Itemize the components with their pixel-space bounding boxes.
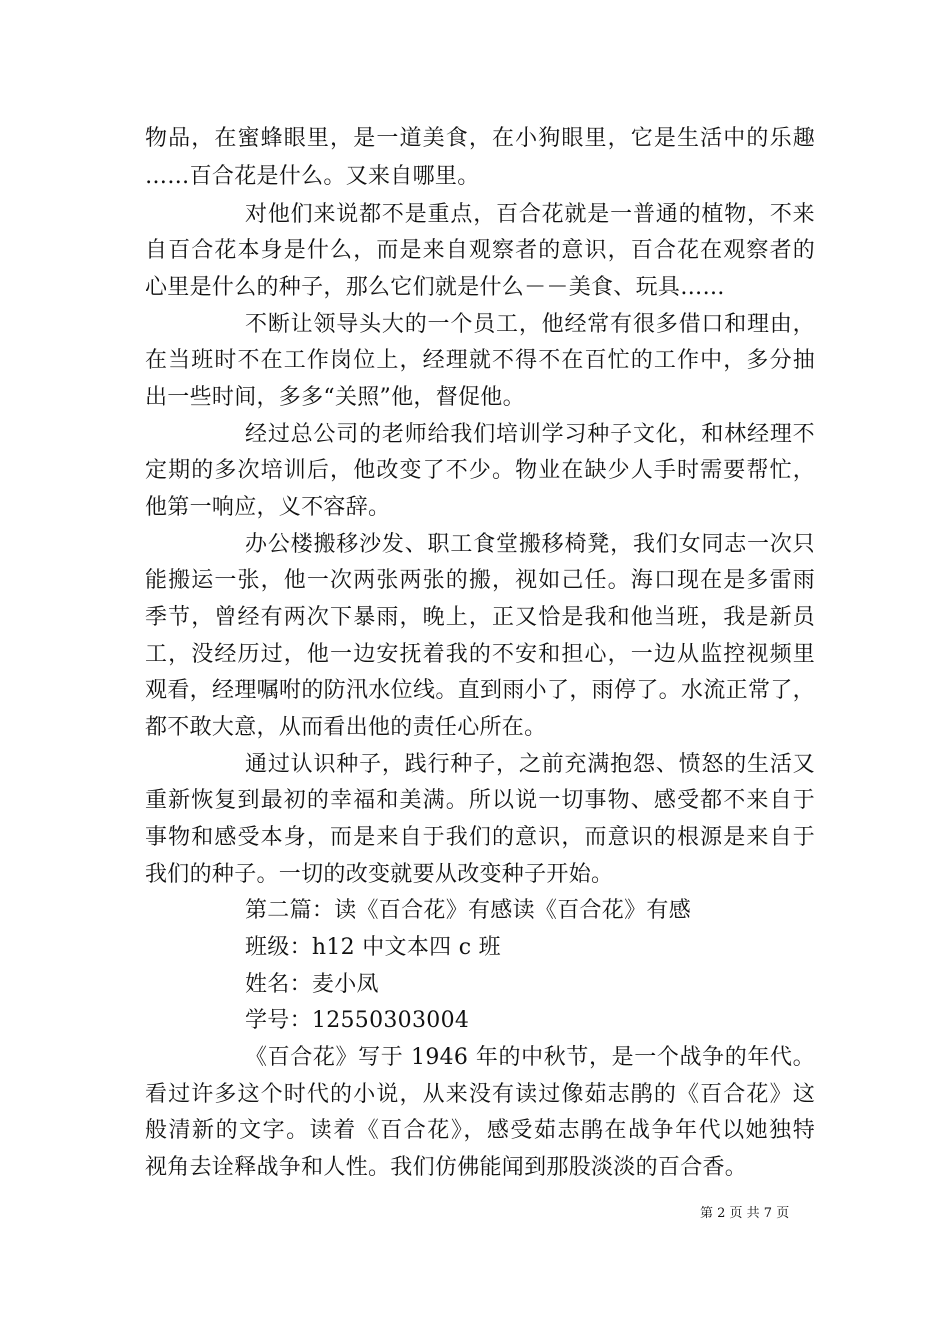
text-line: 《百合花》写于 1946 年的中秋节，是一个战争的年代。 — [245, 1045, 815, 1070]
text-line: 在当班时不在工作岗位上，经理就不得不在百忙的工作中，多分抽 — [145, 348, 815, 373]
text-line: 定期的多次培训后，他改变了不少。物业在缺少人手时需要帮忙， — [145, 458, 815, 483]
page-number: 第 2 页 共 7 页 — [700, 1206, 790, 1221]
text-line: 事物和感受本身，而是来自于我们的意识，而意识的根源是来自于 — [145, 825, 815, 850]
text-line: 能搬运一张，他一次两张两张的搬，视如己任。海口现在是多雷雨 — [145, 568, 815, 593]
text-line: ……百合花是什么。又来自哪里。 — [145, 164, 480, 189]
text-line: 季节，曾经有两次下暴雨，晚上，正又恰是我和他当班，我是新员 — [145, 605, 815, 630]
text-line: 出一些时间，多多“关照”他，督促他。 — [145, 385, 525, 410]
text-line: 看过许多这个时代的小说，从来没有读过像茹志鹃的《百合花》这 — [145, 1082, 815, 1107]
section-heading: 第二篇：读《百合花》有感读《百合花》有感 — [245, 898, 692, 923]
text-line: 重新恢复到最初的幸福和美满。所以说一切事物、感受都不来自于 — [145, 788, 815, 813]
text-line: 工，没经历过，他一边安抚着我的不安和担心，一边从监控视频里 — [145, 642, 815, 667]
text-line: 我们的种子。一切的改变就要从改变种子开始。 — [145, 862, 614, 887]
text-line: 观看，经理嘱咐的防汛水位线。直到雨小了，雨停了。水流正常了， — [145, 678, 815, 703]
text-line: 他第一响应，义不容辞。 — [145, 495, 391, 520]
text-line: 自百合花本身是什么，而是来自观察者的意识，百合花在观察者的 — [145, 238, 815, 263]
text-line: 通过认识种子，践行种子，之前充满抱怨、愤怒的生活又 — [245, 752, 815, 777]
text-line: 不断让领导头大的一个员工，他经常有很多借口和理由， — [245, 312, 815, 337]
text-line: 物品，在蜜蜂眼里，是一道美食，在小狗眼里，它是生活中的乐趣 — [145, 126, 815, 151]
student-id-info: 学号：12550303004 — [245, 1008, 470, 1033]
text-line: 办公楼搬移沙发、职工食堂搬移椅凳，我们女同志一次只 — [245, 532, 815, 557]
text-line: 心里是什么的种子，那么它们就是什么－－美食、玩具…… — [145, 275, 725, 300]
text-line: 对他们来说都不是重点，百合花就是一普通的植物，不来 — [245, 202, 815, 227]
text-line: 般清新的文字。读着《百合花》，感受茹志鹃在战争年代以她独特 — [145, 1118, 815, 1143]
text-line: 都不敢大意，从而看出他的责任心所在。 — [145, 715, 547, 740]
class-info: 班级：h12 中文本四 c 班 — [245, 935, 501, 960]
text-line: 视角去诠释战争和人性。我们仿佛能闻到那股淡淡的百合香。 — [145, 1155, 748, 1180]
name-info: 姓名：麦小凤 — [245, 972, 379, 997]
text-line: 经过总公司的老师给我们培训学习种子文化，和林经理不 — [245, 422, 815, 447]
